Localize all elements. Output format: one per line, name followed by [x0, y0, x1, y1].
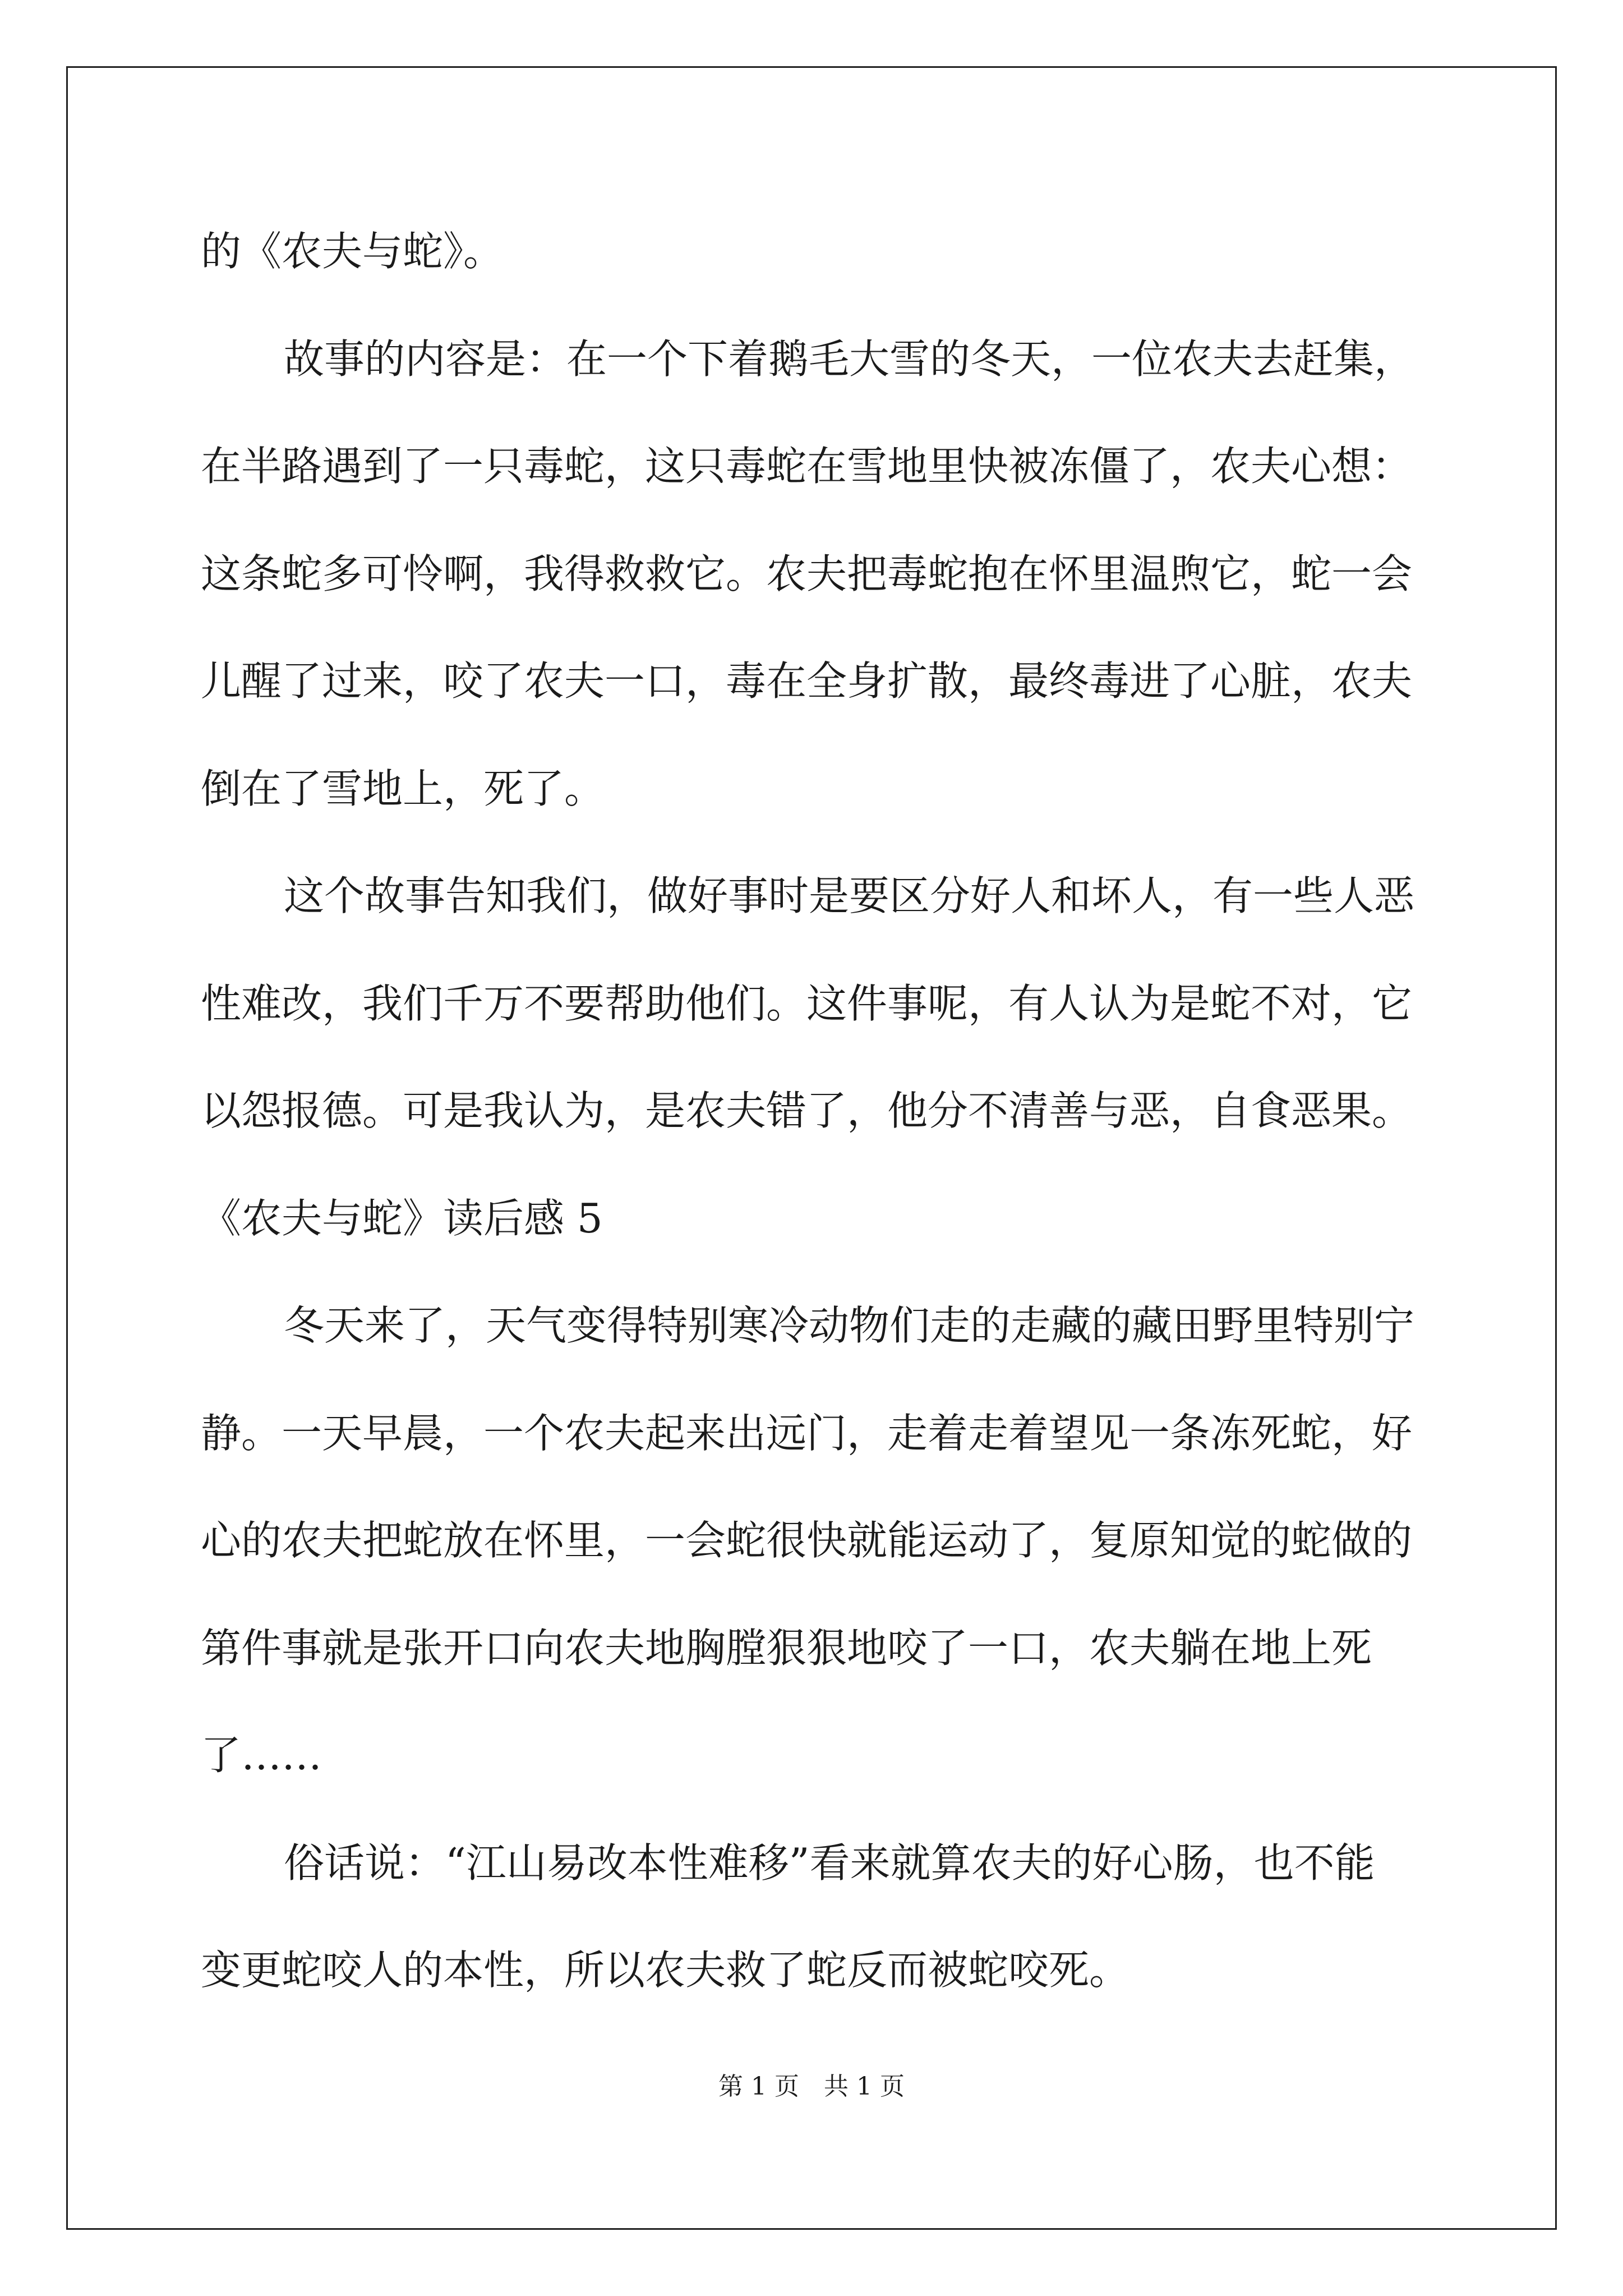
- text-line-17: 变更蛇咬人的本性，所以农夫救了蛇反而被蛇咬死。: [201, 1947, 1130, 1994]
- page-footer: 第 1 页 共 1 页: [718, 2072, 905, 2101]
- text-line-9: 以怨报德。可是我认为，是农夫错了，他分不清善与恶，自食恶果。: [201, 1087, 1413, 1134]
- text-line-16: 俗话说：“江山易改本性难移”看来就算农夫的好心肠，也不能: [284, 1839, 1375, 1887]
- text-line-13: 心的农夫把蛇放在怀里，一会蛇很快就能运动了，复原知觉的蛇做的: [201, 1517, 1413, 1564]
- text-line-1: 的《农夫与蛇》。: [201, 228, 504, 275]
- section-heading: 《农夫与蛇》读后感 5: [201, 1195, 603, 1242]
- text-line-15: 了……: [201, 1732, 322, 1779]
- text-line-3: 在半路遇到了一只毒蛇，这只毒蛇在雪地里快被冻僵了，农夫心想：: [201, 443, 1413, 490]
- text-line-8: 性难改，我们千万不要帮助他们。这件事呢，有人认为是蛇不对，它: [201, 980, 1413, 1027]
- page-border: [66, 66, 1557, 2230]
- text-line-4: 这条蛇多可怜啊，我得救救它。农夫把毒蛇抱在怀里温煦它，蛇一会: [201, 550, 1413, 597]
- text-line-6: 倒在了雪地上，死了。: [201, 765, 605, 812]
- text-line-14: 第件事就是张开口向农夫地胸膛狠狠地咬了一口，农夫躺在地上死: [201, 1625, 1372, 1672]
- text-line-7: 这个故事告知我们，做好事时是要区分好人和坏人，有一些人恶: [284, 872, 1415, 919]
- text-line-12: 静。一天早晨，一个农夫起来出远门，走着走着望见一条冻死蛇，好: [201, 1410, 1413, 1457]
- text-line-11: 冬天来了，天气变得特别寒冷动物们走的走藏的藏田野里特别宁: [284, 1302, 1415, 1349]
- text-line-5: 儿醒了过来，咬了农夫一口，毒在全身扩散，最终毒进了心脏，农夫: [201, 657, 1413, 705]
- text-line-2: 故事的内容是：在一个下着鹅毛大雪的冬天，一位农夫去赶集，: [284, 335, 1415, 383]
